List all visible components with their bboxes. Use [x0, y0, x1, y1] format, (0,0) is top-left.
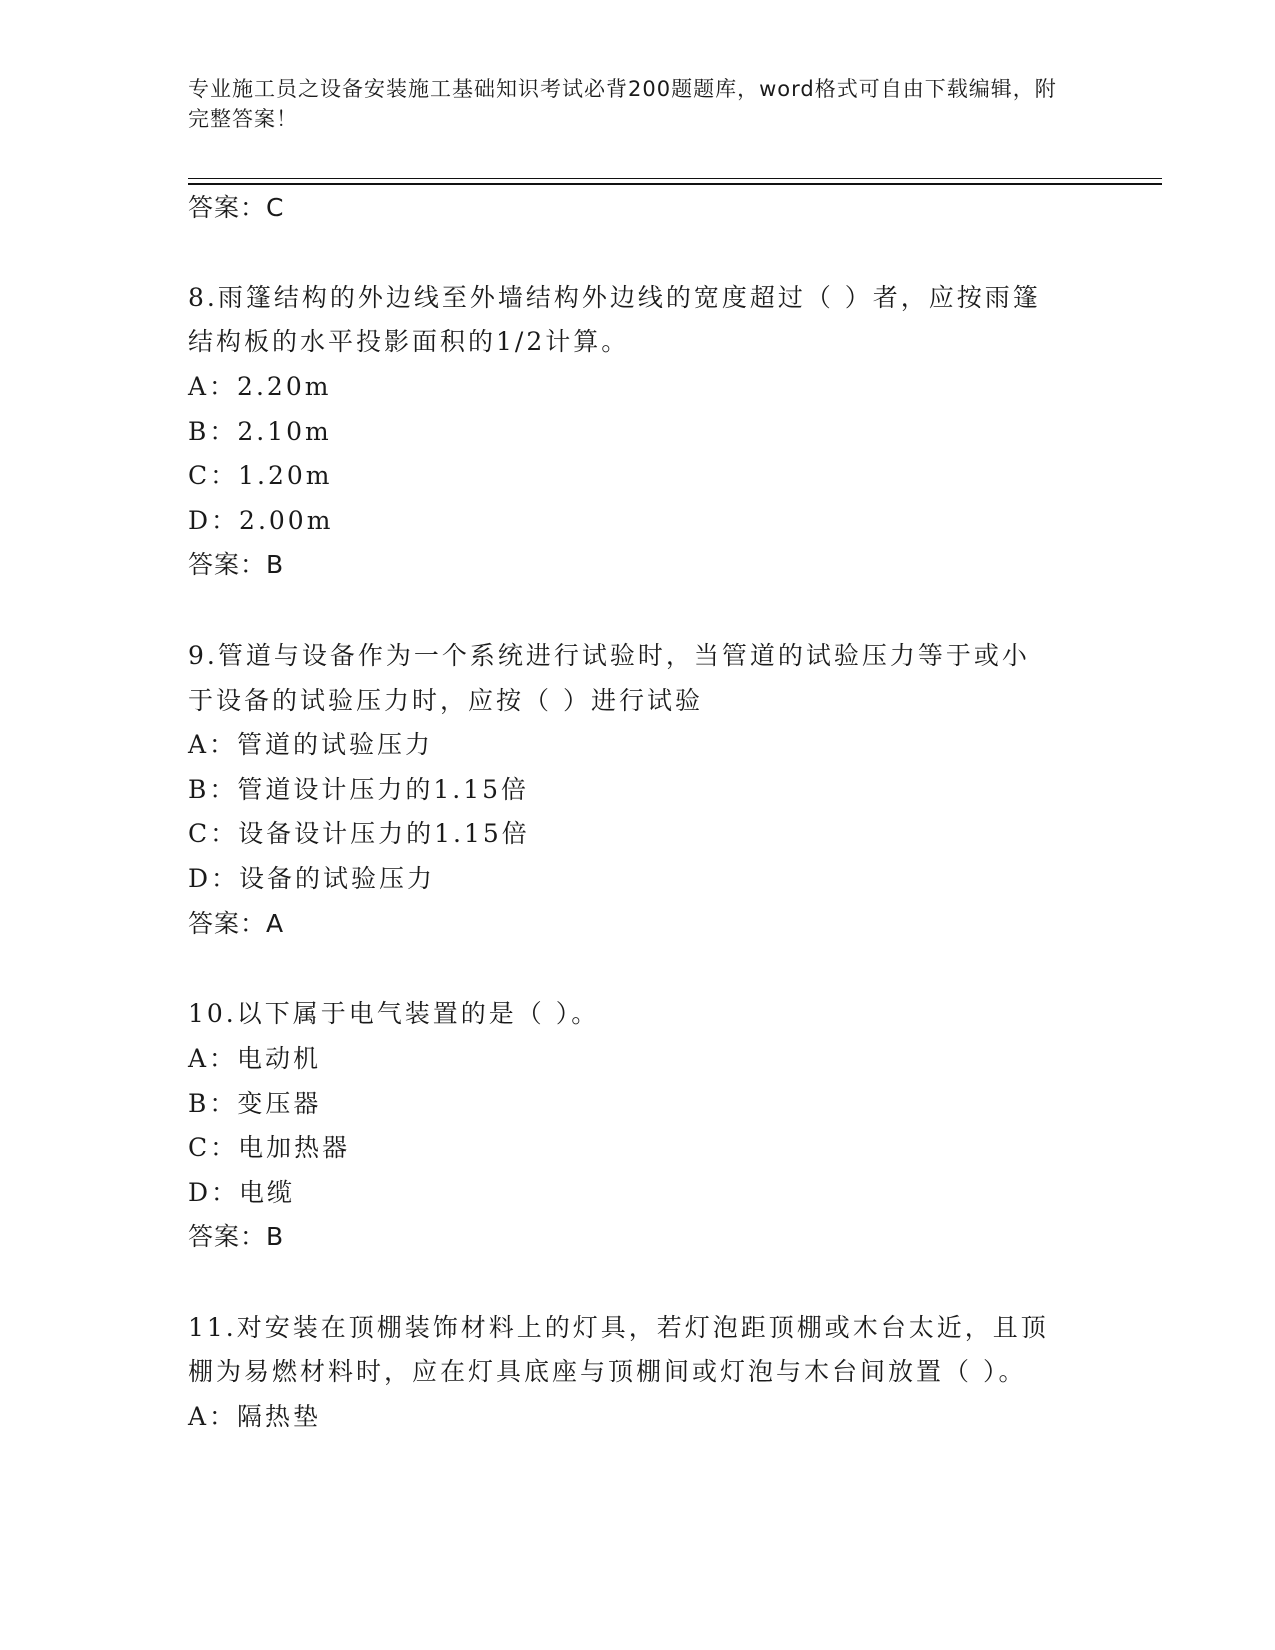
question-9-stem-line-2: 于设备的试验压力时，应按（ ）进行试验: [188, 686, 703, 715]
question-9-option-d: D：设备的试验压力: [188, 864, 436, 893]
question-10-stem-line-1: 10.以下属于电气装置的是（ ）。: [188, 999, 600, 1028]
question-9-option-b: B：管道设计压力的1.15倍: [188, 775, 530, 804]
header-rule-thick: [188, 183, 1162, 185]
question-10-option-a: A：电动机: [188, 1044, 322, 1073]
question-8-option-d: D：2.00m: [188, 506, 334, 535]
question-10-option-c: C：电加热器: [188, 1133, 351, 1162]
question-9-option-a: A：管道的试验压力: [188, 730, 434, 759]
question-8-option-c: C：1.20m: [188, 461, 333, 490]
question-9-option-c: C：设备设计压力的1.15倍: [188, 819, 530, 848]
question-8-option-b: B：2.10m: [188, 417, 332, 446]
question-11-option-a: A：隔热垫: [188, 1402, 322, 1431]
header-rule-thin: [188, 178, 1162, 179]
question-9-stem-line-1: 9.管道与设备作为一个系统进行试验时，当管道的试验压力等于或小: [188, 641, 1030, 670]
question-10-option-d: D：电缆: [188, 1178, 296, 1207]
question-9-answer: 答案：A: [188, 909, 285, 938]
question-11-stem-line-1: 11.对安装在顶棚装饰材料上的灯具，若灯泡距顶棚或木台太近，且顶: [188, 1313, 1049, 1342]
question-8-stem-line-1: 8.雨篷结构的外边线至外墙结构外边线的宽度超过（ ）者，应按雨篷: [188, 283, 1041, 312]
question-8-answer: 答案：B: [188, 550, 285, 579]
question-10-option-b: B：变压器: [188, 1089, 322, 1118]
question-10-answer: 答案：B: [188, 1222, 285, 1251]
question-11-stem-line-2: 棚为易燃材料时，应在灯具底座与顶棚间或灯泡与木台间放置（ ）。: [188, 1357, 1027, 1386]
question-8-option-a: A：2.20m: [188, 372, 332, 401]
document-header: 专业施工员之设备安装施工基础知识考试必背200题题库，word格式可自由下载编辑，附完整答案！: [188, 77, 1057, 131]
answer-previous: 答案：C: [188, 193, 285, 222]
question-8-stem-line-2: 结构板的水平投影面积的1/2计算。: [188, 327, 630, 356]
